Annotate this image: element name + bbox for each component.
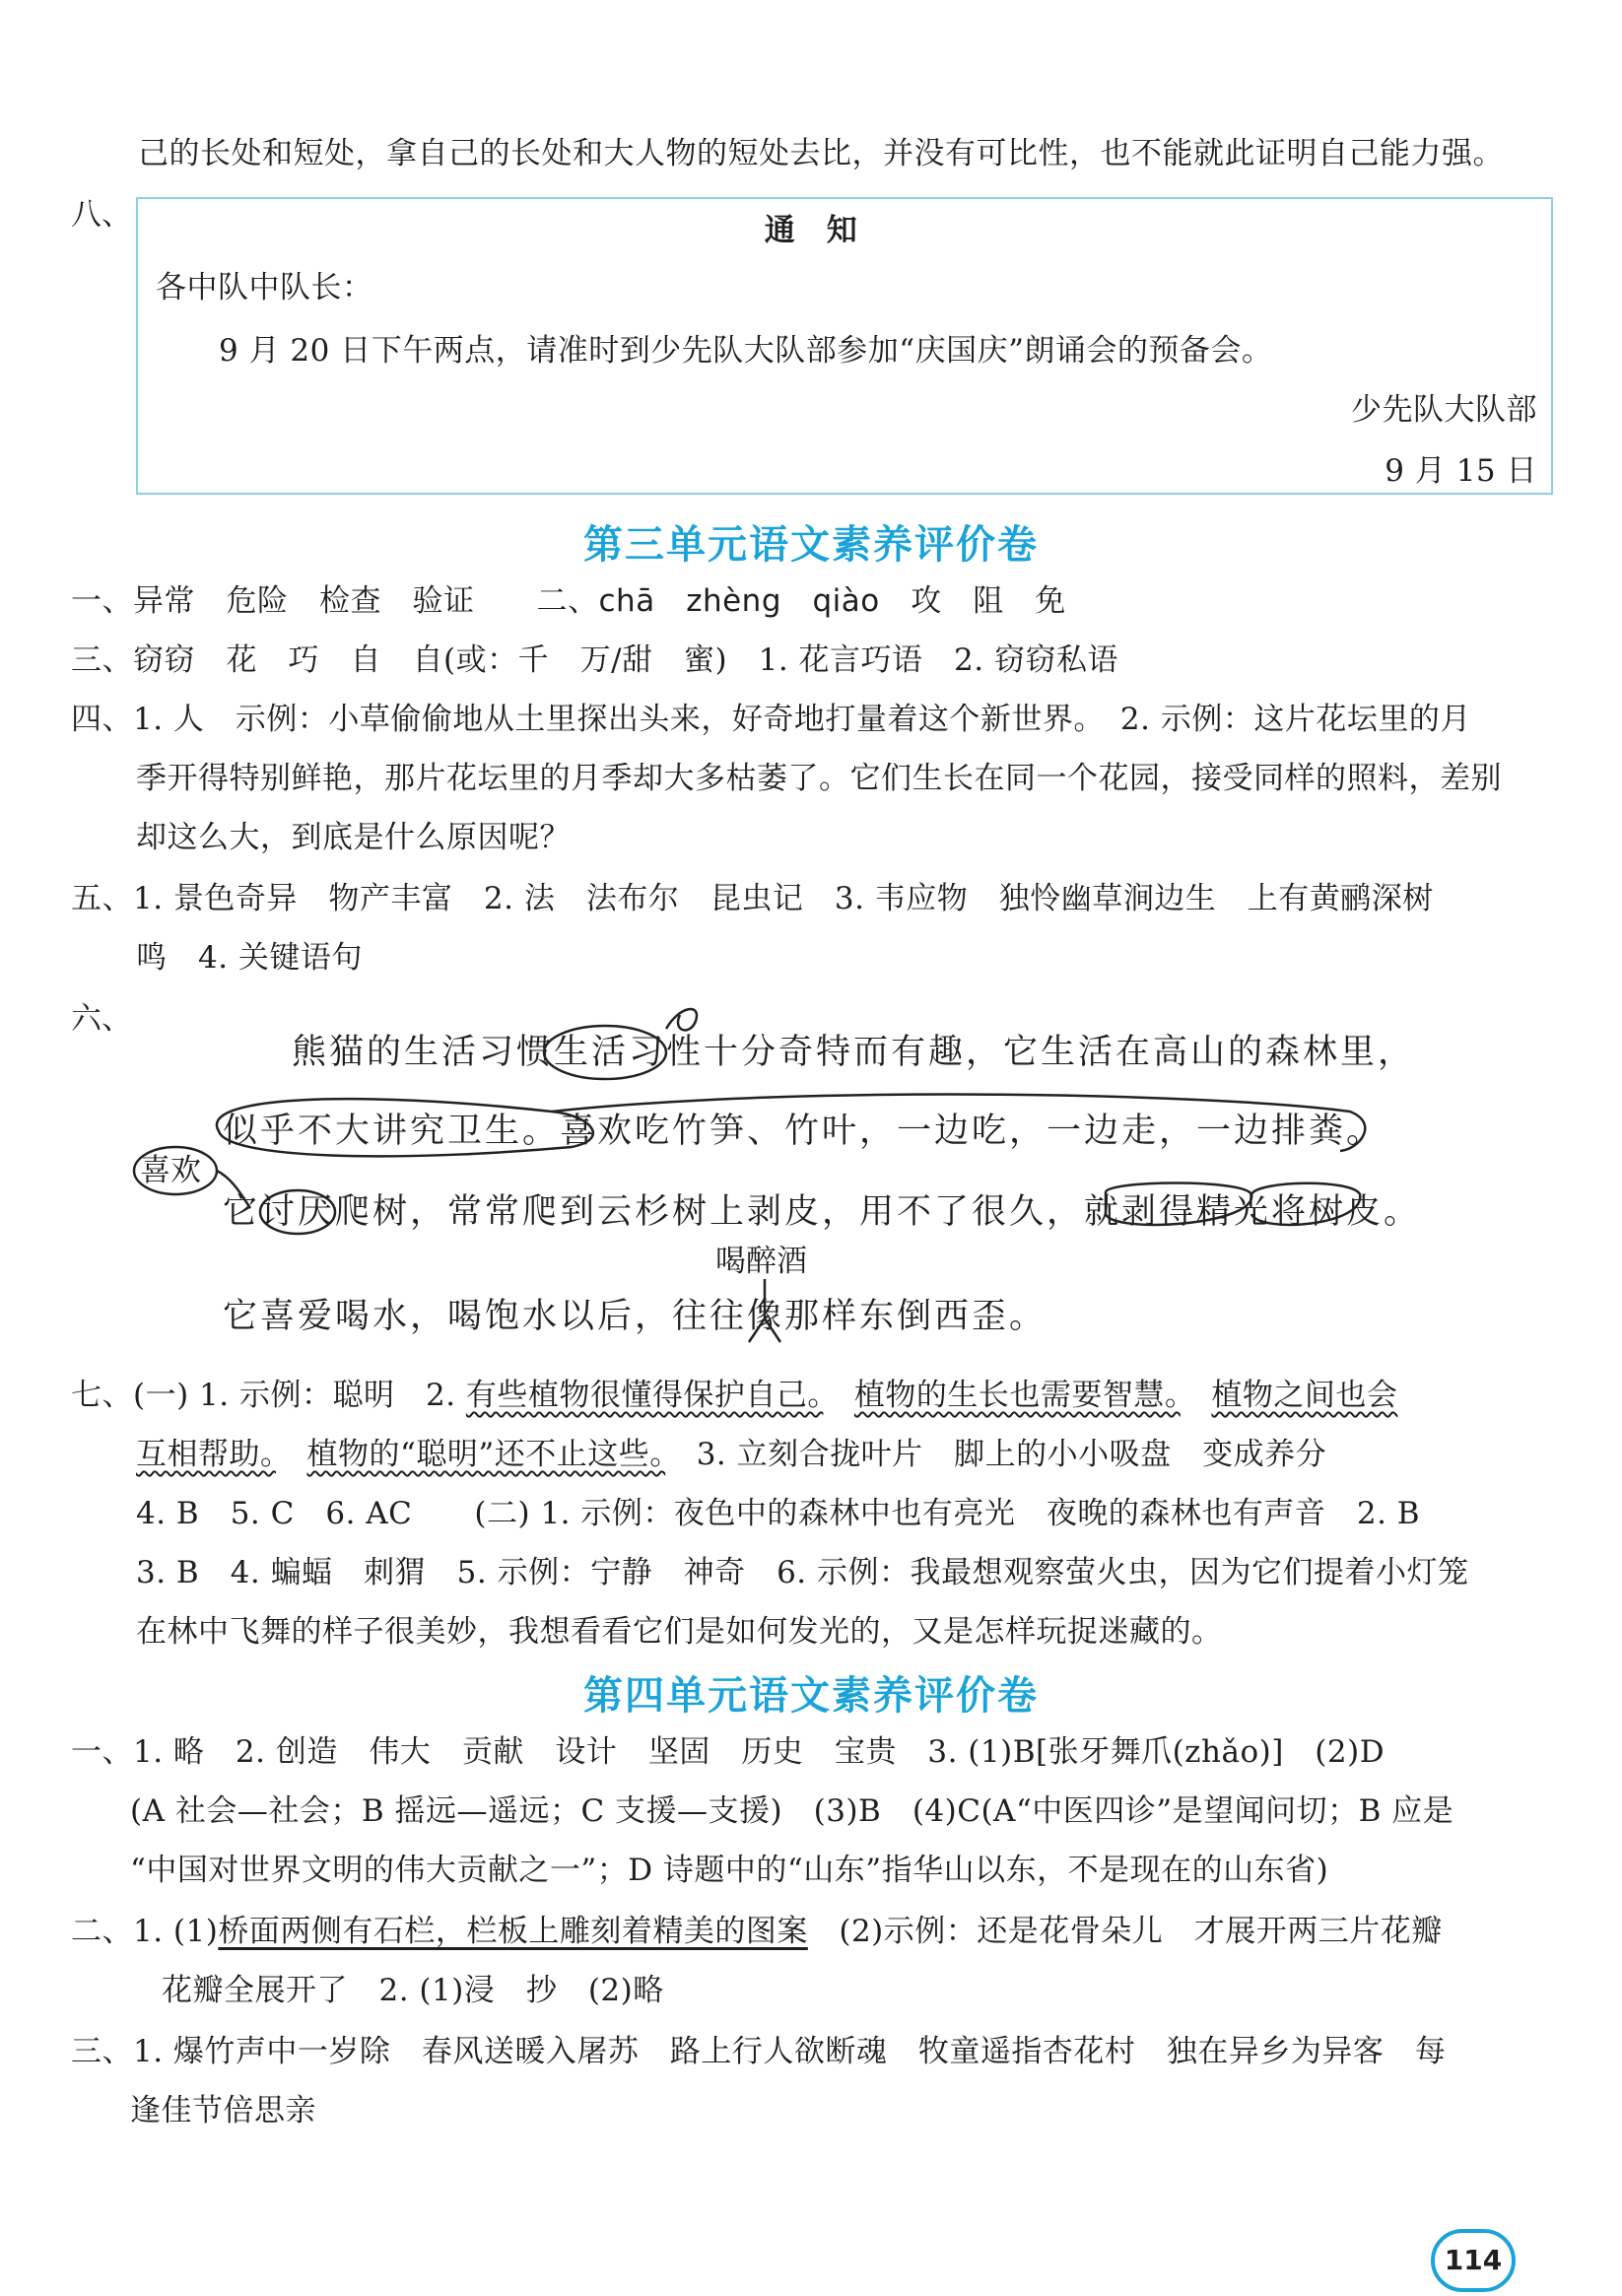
q6-insert-above: 喝醉酒 — [715, 1244, 807, 1279]
notice-title: 通 知 — [764, 213, 858, 248]
unit4-q2-line2: 花瓣全展开了 2. (1)浸 抄 (2)略 — [162, 1973, 664, 2008]
q6-line4: 它喜爱喝水，喝饱水以后，往往像那样东倒西歪。 — [223, 1297, 1048, 1336]
notice-date: 9 月 15 日 — [1385, 453, 1537, 489]
q6-line1: 熊猫的生活习惯生活习性十分奇特而有趣，它生活在高山的森林里， — [292, 1033, 1416, 1072]
unit3-q3: 三、窃窃 花 巧 自 自(或：千 万/甜 蜜) 1. 花言巧语 2. 窃窃私语 — [71, 642, 1118, 678]
unit3-q7-line3: 4. B 5. C 6. AC (二) 1. 示例：夜色中的森林中也有亮光 夜晚的森林也有声音 2. B — [136, 1496, 1421, 1531]
notice-body: 9 月 20 日下午两点，请准时到少先队大队部参加“庆国庆”朗诵会的预备会。 — [219, 333, 1273, 369]
unit3-q5-line1: 五、1. 景色奇异 物产丰富 2. 法 法布尔 昆虫记 3. 韦应物 独怜幽草涧边生 上有黄鹂深树 — [71, 881, 1434, 916]
q7-line2-underline1: 互相帮助。 — [136, 1437, 276, 1472]
page-number: 114 — [1431, 2229, 1516, 2292]
unit3-q6-label: 六、 — [71, 1001, 132, 1037]
unit3-q4-line2: 季开得特别鲜艳，那片花坛里的月季却大多枯萎了。它们生长在同一个花园，接受同样的照料，差别 — [136, 761, 1502, 796]
unit3-q1-text: 一、异常 危险 检查 验证 二、 — [71, 583, 599, 619]
unit3-q7-line4: 3. B 4. 蝙蝠 刺猬 5. 示例：宁静 神奇 6. 示例：我最想观察萤火虫，因为它们提着小灯笼 — [136, 1555, 1469, 1590]
mark-circle-replace — [544, 1026, 666, 1079]
unit3-q1-tail: 攻 阻 免 — [879, 583, 1066, 619]
notice-sender: 少先队大队部 — [1351, 392, 1537, 428]
q2-line1-head: 二、1. (1) — [71, 1914, 219, 1949]
unit3-q4-line3: 却这么大，到底是什么原因呢？ — [136, 820, 571, 855]
q6-line3: 它讨厌爬树，常常爬到云杉树上剥皮，用不了很久，就剥得精光将树皮。 — [223, 1192, 1422, 1232]
mark-swap-b — [1251, 1183, 1360, 1225]
mark-circle-taoyan — [260, 1190, 335, 1234]
unit4-title: 第四单元语文素养评价卷 — [583, 1673, 1039, 1719]
unit3-q7-line1 — [71, 1376, 1397, 1415]
q7-line1-underline1: 有些植物很懂得保护自己。 — [465, 1378, 824, 1413]
unit3-title: 第三单元语文素养评价卷 — [583, 522, 1039, 568]
unit4-q1-line2: (A 社会—社会；B 摇远—遥远；C 支援—支援) (3)B (4)C(A“中医四诊”是望闻问切；B 应是 — [130, 1793, 1454, 1829]
unit4-q1-line1: 一、1. 略 2. 创造 伟大 贡献 设计 坚固 历史 宝贵 3. (1)B[张牙舞爪(zhǎo)] (2)D — [71, 1734, 1385, 1770]
notice-greeting: 各中队中队长： — [156, 270, 373, 305]
q2-line1-underline: 桥面两侧有石栏，栏板上雕刻着精美的图案 — [218, 1914, 808, 1949]
mark-delete-loop — [666, 1009, 697, 1030]
section8-label: 八、 — [71, 197, 132, 233]
mark-move-arrow — [552, 1095, 1365, 1151]
q7-line2-tail: 3. 立刻合拢叶片 脚上的小小吸盘 变成养分 — [665, 1437, 1327, 1472]
unit3-q4-line1: 四、1. 人 示例：小草偷偷地从土里探出头来，好奇地打量着这个新世界。 2. 示例：这片花坛里的月 — [71, 702, 1471, 737]
q7-line1-head: 七、(一) 1. 示例：聪明 2. — [71, 1378, 466, 1413]
q7-line1-underline3: 植物之间也会 — [1211, 1378, 1398, 1413]
mark-move-phrase — [217, 1099, 593, 1156]
mark-circle-xihuan — [134, 1147, 217, 1194]
unit3-q5-line2: 鸣 4. 关键语句 — [136, 940, 363, 976]
unit4-q3-line2: 逢佳节倍思亲 — [130, 2093, 316, 2128]
mark-insert-line — [217, 1171, 250, 1208]
q7-line1-underline2: 植物的生长也需要智慧。 — [853, 1378, 1181, 1413]
q6-line2: 似乎不大讲究卫生。喜欢吃竹笋、竹叶，一边吃，一边走，一边排粪。 — [223, 1112, 1385, 1151]
q6-insert-word: 喜欢 — [140, 1153, 201, 1188]
unit3-q1-pinyin: chā zhèng qiào — [598, 583, 880, 619]
unit4-q3-line1: 三、1. 爆竹声中一岁除 春风送暖入屠苏 路上行人欲断魂 牧童遥指杏花村 独在异乡为异客 每 — [71, 2034, 1447, 2069]
q2-line1-tail: (2)示例：还是花骨朵儿 才展开两三片花瓣 — [807, 1914, 1443, 1949]
top-line: 己的长处和短处，拿自己的长处和大人物的短处去比，并没有可比性，也不能就此证明自己能力强。 — [138, 136, 1504, 171]
mark-swap-a — [1106, 1183, 1251, 1225]
unit4-q2-line1 — [71, 1912, 1443, 1951]
unit3-q7-line5: 在林中飞舞的样子很美妙，我想看看它们是如何发光的，又是怎样玩捉迷藏的。 — [136, 1614, 1223, 1650]
unit4-q1-line3: “中国对世界文明的伟大贡献之一”；D 诗题中的“山东”指华山以东，不是现在的山东省) — [130, 1853, 1329, 1888]
mark-caret — [749, 1318, 780, 1342]
unit3-q7-line2 — [136, 1435, 1326, 1474]
q7-line2-underline2: 植物的“聪明”还不止这些。 — [306, 1437, 666, 1472]
